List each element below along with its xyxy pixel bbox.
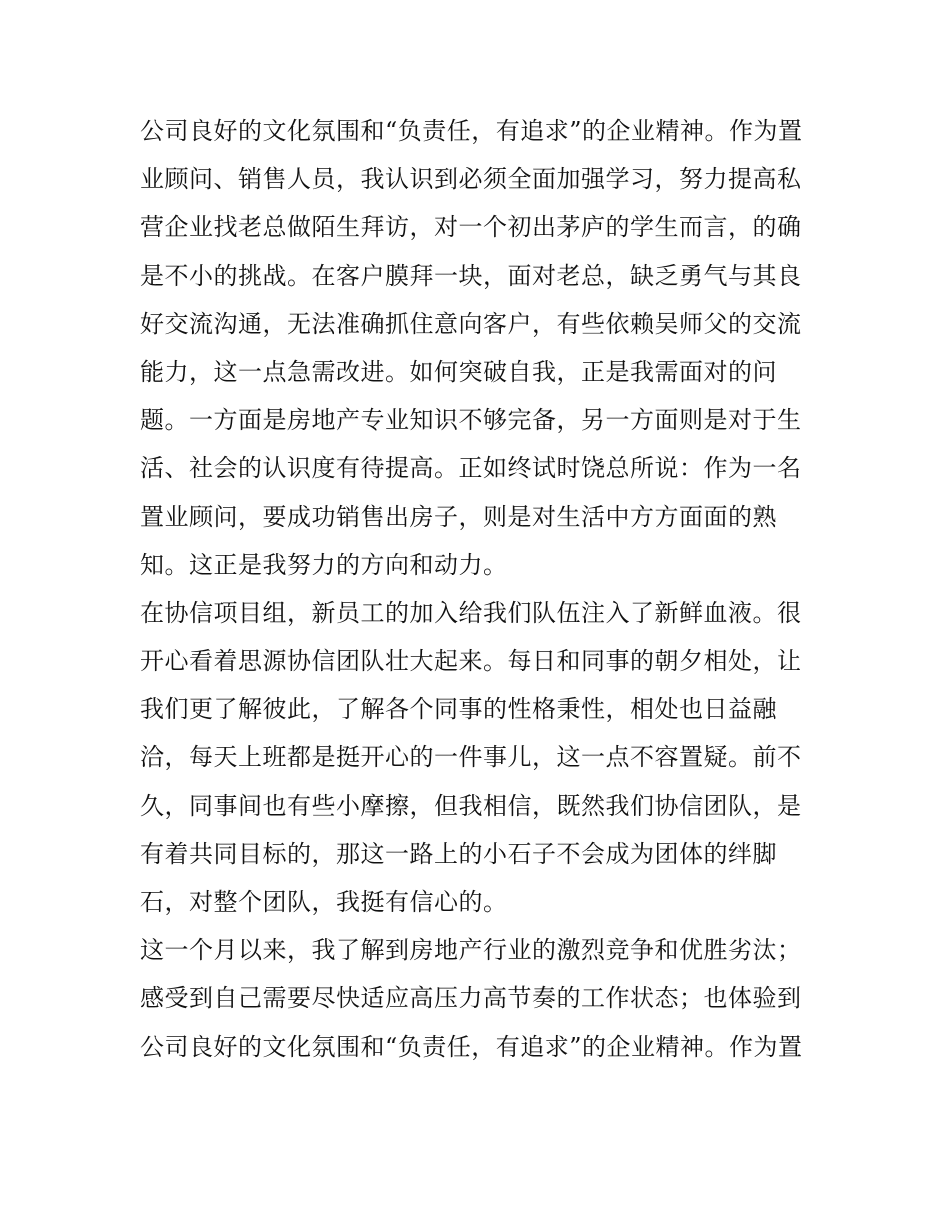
text-line: 开心看着思源协信团队壮大起来。每日和同事的朝夕相处，让 [140, 647, 802, 676]
text-line: 久，同事间也有些小摩擦，但我相信，既然我们协信团队，是 [140, 791, 802, 820]
text-line: 石，对整个团队，我挺有信心的。 [140, 888, 508, 916]
text-line: 有着共同目标的，那这一路上的小石子不会成为团体的绊脚 [140, 839, 777, 868]
text-line: 业顾问、销售人员，我认识到必须全面加强学习，努力提高私 [140, 165, 802, 194]
paragraph-2 [140, 589, 820, 926]
text-line: 能力，这一点急需改进。如何突破自我，正是我需面对的问 [140, 357, 777, 386]
text-line: 置业顾问，要成功销售出房子，则是对生活中方方面面的熟 [140, 502, 777, 531]
document-body [140, 107, 820, 1071]
text-line: 公司良好的文化氛围和“负责任，有追求”的企业精神。作为置 [140, 117, 803, 145]
text-line: 洽，每天上班都是挺开心的一件事儿，这一点不容置疑。前不 [140, 743, 802, 772]
text-line: 这一个月以来，我了解到房地产行业的激烈竞争和优胜劣汰； [140, 936, 802, 965]
text-line: 题。一方面是房地产专业知识不够完备，另一方面则是对于生 [140, 406, 802, 435]
text-line: 公司良好的文化氛围和“负责任，有追求”的企业精神。作为置 [140, 1032, 803, 1061]
paragraph-1 [140, 107, 820, 589]
text-line: 知。这正是我努力的方向和动力。 [140, 550, 508, 579]
text-line: 在协信项目组，新员工的加入给我们队伍注入了新鲜血液。很 [140, 598, 802, 627]
text-line: 营企业找老总做陌生拜访，对一个初出茅庐的学生而言，的确 [140, 213, 802, 242]
text-line: 是不小的挑战。在客户膜拜一块，面对老总，缺乏勇气与其良 [140, 261, 802, 290]
text-line: 感受到自己需要尽快适应高压力高节奏的工作状态；也体验到 [140, 984, 802, 1013]
paragraph-3 [140, 926, 820, 1071]
text-line: 好交流沟通，无法准确抓住意向客户，有些依赖吴师父的交流 [140, 309, 802, 338]
text-line: 我们更了解彼此，了解各个同事的性格秉性，相处也日益融 [140, 695, 777, 724]
text-line: 活、社会的认识度有待提高。正如终试时饶总所说：作为一名 [140, 454, 802, 483]
